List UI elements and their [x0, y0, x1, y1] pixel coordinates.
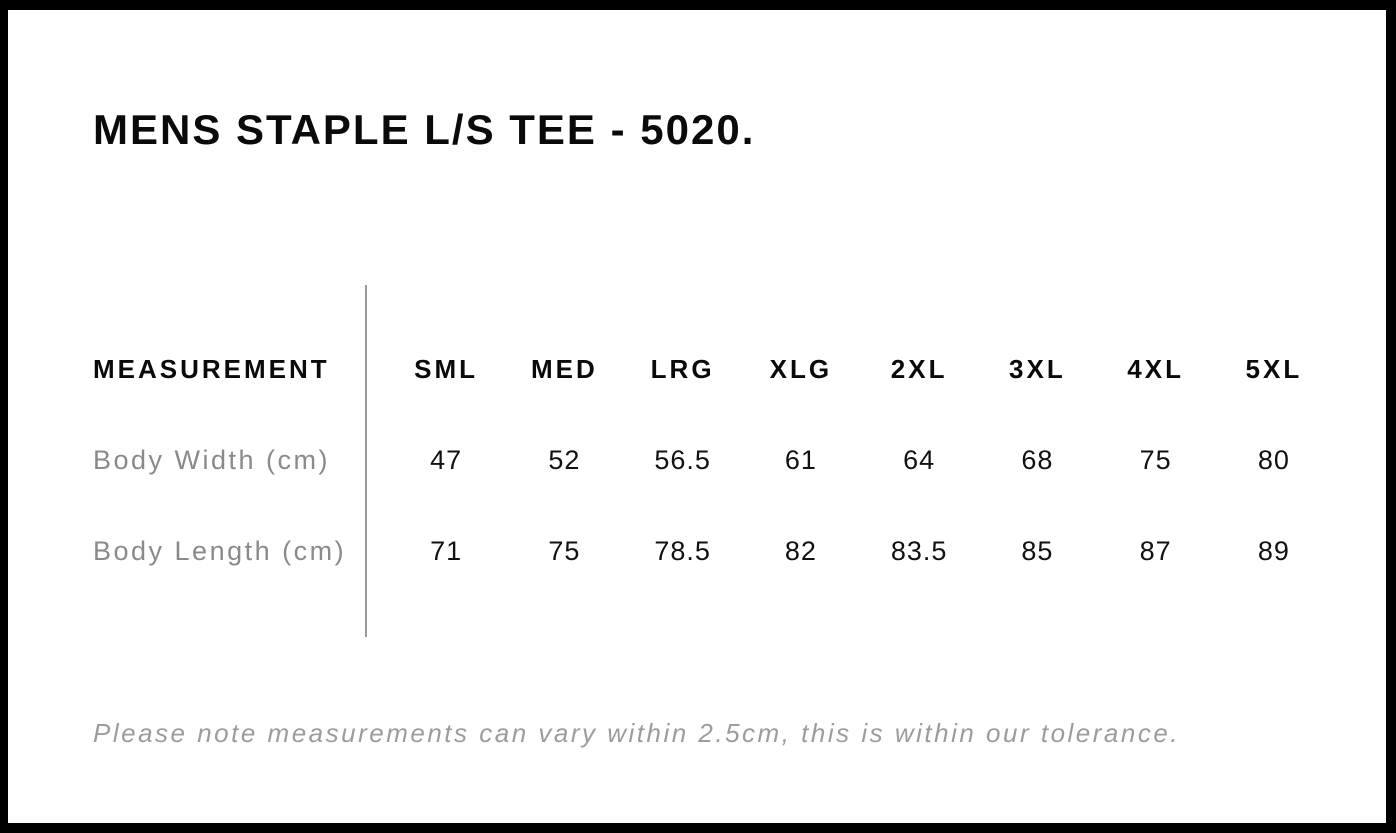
body-length-xlg: 82 — [784, 536, 817, 566]
body-width-xlg: 61 — [784, 445, 817, 475]
body-width-4xl: 75 — [1139, 445, 1172, 475]
body-length-4xl: 87 — [1139, 536, 1172, 566]
body-width-5xl: 80 — [1257, 445, 1290, 475]
body-width-3xl: 68 — [1021, 445, 1054, 475]
body-width-med: 52 — [548, 445, 581, 475]
column-header-5xl: 5XL — [1245, 354, 1303, 384]
table-row-body-width — [93, 415, 1333, 506]
body-length-lrg: 78.5 — [654, 536, 711, 566]
body-length-sml: 71 — [430, 536, 463, 566]
column-header-4xl: 4XL — [1127, 354, 1184, 384]
page-title: MENS STAPLE L/S TEE - 5020. — [93, 106, 756, 153]
body-width-lrg: 56.5 — [654, 445, 711, 475]
table-row-body-length — [93, 506, 1333, 597]
body-width-sml: 47 — [430, 445, 463, 475]
body-length-2xl: 83.5 — [890, 536, 948, 566]
column-header-2xl: 2XL — [890, 354, 948, 384]
row-label-body-width: Body Width (cm) — [93, 445, 331, 475]
column-header-med: MED — [530, 354, 598, 384]
body-length-med: 75 — [548, 536, 581, 566]
body-length-3xl: 85 — [1021, 536, 1054, 566]
column-header-measurement: MEASUREMENT — [93, 354, 330, 384]
column-header-lrg: LRG — [650, 354, 715, 384]
column-header-3xl: 3XL — [1009, 354, 1066, 384]
tolerance-note: Please note measurements can vary within 2.5cm, this is within our tolerance. — [93, 718, 1181, 748]
column-header-sml: SML — [414, 354, 479, 384]
table-header-row — [93, 324, 1333, 415]
column-header-xlg: XLG — [769, 354, 833, 384]
size-chart-table — [93, 324, 1333, 597]
body-length-5xl: 89 — [1257, 536, 1290, 566]
row-label-body-length: Body Length (cm) — [93, 536, 347, 566]
body-width-2xl: 64 — [903, 445, 936, 475]
